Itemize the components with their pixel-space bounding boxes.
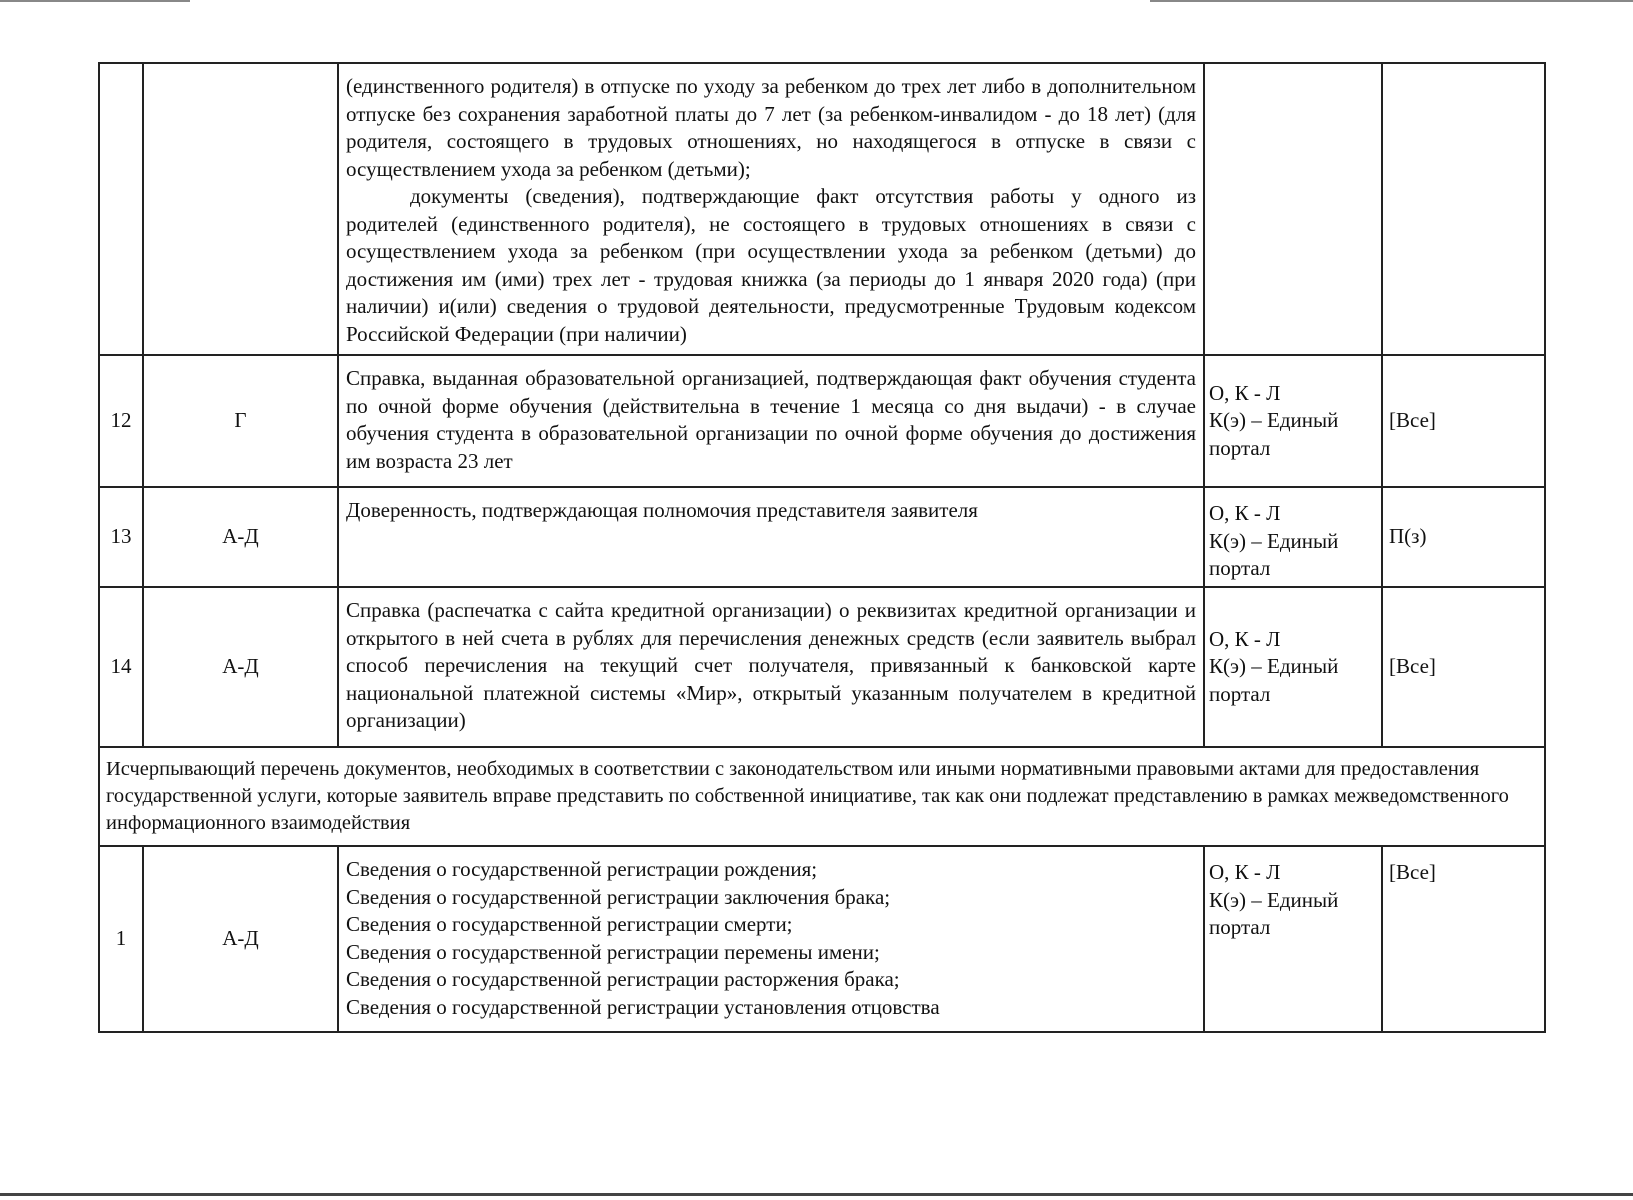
applicant-category: А-Д bbox=[143, 846, 338, 1032]
table-row bbox=[99, 846, 1545, 1032]
row-number bbox=[99, 63, 143, 355]
submission-form bbox=[1204, 63, 1382, 355]
applicant-category: Г bbox=[143, 355, 338, 487]
table-row bbox=[99, 587, 1545, 747]
section-heading-row bbox=[99, 747, 1545, 846]
row-number: 1 bbox=[99, 846, 143, 1032]
section-heading: Исчерпывающий перечень документов, необходимых в соответствии с законодательством или иными нормативными правовыми актами для предоставления государственной услуги, которые заявитель вправе представить по собственной инициативе, так как они подлежат представлению в рамках межведомственного информационного взаимодействия bbox=[99, 747, 1545, 846]
submission-form bbox=[1204, 487, 1382, 587]
form-line: О, К - Л bbox=[1209, 501, 1281, 525]
description-paragraph: Справка (распечатка с сайта кредитной организации) о реквизитах кредитной организации и открытого в ней счета в рублях для перечисления денежных средств (если заявитель выбрал способ перечисления на текущий счет получателя, привязанный к банковской карте национальной платежной системы «Мир», открытый указанным получателем в кредитной организации) bbox=[346, 598, 1196, 732]
scope-cell bbox=[1382, 63, 1545, 355]
form-line: портал bbox=[1209, 556, 1271, 580]
description-line: Сведения о государственной регистрации расторжения брака; bbox=[346, 967, 900, 991]
description-line: Сведения о государственной регистрации заключения брака; bbox=[346, 884, 891, 909]
row-number: 14 bbox=[99, 587, 143, 747]
form-line: портал bbox=[1209, 915, 1271, 939]
description-line: Сведения о государственной регистрации рождения; bbox=[346, 857, 818, 881]
form-line: О, К - Л bbox=[1209, 626, 1281, 651]
scope-cell: [Все] bbox=[1382, 587, 1545, 747]
document-description bbox=[338, 846, 1204, 1032]
description-paragraph: Доверенность, подтверждающая полномочия представителя заявителя bbox=[346, 498, 978, 522]
form-line: К(э) – Единый bbox=[1209, 408, 1339, 433]
form-line: К(э) – Единый bbox=[1209, 654, 1339, 679]
applicant-category bbox=[143, 63, 338, 355]
row-number: 13 bbox=[99, 487, 143, 587]
table-row bbox=[99, 487, 1545, 587]
applicant-category: А-Д bbox=[143, 587, 338, 747]
scope-cell: [Все] bbox=[1382, 846, 1545, 1032]
form-line: О, К - Л bbox=[1209, 860, 1281, 884]
table-row bbox=[99, 63, 1545, 355]
scope-cell: П(з) bbox=[1382, 487, 1545, 587]
form-line: портал bbox=[1209, 435, 1271, 460]
description-line: Сведения о государственной регистрации смерти; bbox=[346, 912, 793, 936]
document-description bbox=[338, 487, 1204, 587]
description-paragraph: документы (сведения), подтверждающие факт отсутствия работы у одного из родителей (единственного родителя), не состоящего в трудовых отношениях в связи с осуществлением ухода за ребенком (при осуществлении ухода за ребенком (детьми) до достижения им (ими) трех лет - трудовая книжка (за периоды до 1 января 2020 года) (при наличии) и(или) сведения о трудовой деятельности, предусмотренные Трудовым кодексом Российской Федерации (при наличии) bbox=[346, 184, 1196, 346]
form-line: портал bbox=[1209, 681, 1271, 706]
documents-table bbox=[98, 62, 1546, 1033]
description-line: Сведения о государственной регистрации перемены имени; bbox=[346, 939, 880, 964]
scan-edge-top bbox=[0, 0, 1633, 3]
form-line: К(э) – Единый bbox=[1209, 887, 1339, 912]
description-paragraph: (единственного родителя) в отпуске по уходу за ребенком до трех лет либо в дополнительном отпуске без сохранения заработной платы до 7 лет (за ребенком-инвалидом - до 18 лет) (для родителя, состоящего в трудовых отношениях, но находящегося в отпуске в связи с осуществлением ухода за ребенком (детьми); bbox=[346, 74, 1196, 181]
submission-form bbox=[1204, 587, 1382, 747]
row-number: 12 bbox=[99, 355, 143, 487]
document-description bbox=[338, 355, 1204, 487]
applicant-category: А-Д bbox=[143, 487, 338, 587]
document-description bbox=[338, 587, 1204, 747]
description-line: Сведения о государственной регистрации установления отцовства bbox=[346, 994, 940, 1019]
form-line: К(э) – Единый bbox=[1209, 528, 1339, 553]
table-row bbox=[99, 355, 1545, 487]
scope-cell: [Все] bbox=[1382, 355, 1545, 487]
description-paragraph: Справка, выданная образовательной организацией, подтверждающая факт обучения студента по очной форме обучения (действительна в течение 1 месяца со дня выдачи) - в случае обучения студента в образовательной организации по очной форме обучения до достижения им возраста 23 лет bbox=[346, 366, 1196, 473]
submission-form bbox=[1204, 846, 1382, 1032]
scan-edge-bottom bbox=[0, 1193, 1633, 1196]
submission-form bbox=[1204, 355, 1382, 487]
form-line: О, К - Л bbox=[1209, 380, 1281, 405]
document-description bbox=[338, 63, 1204, 355]
